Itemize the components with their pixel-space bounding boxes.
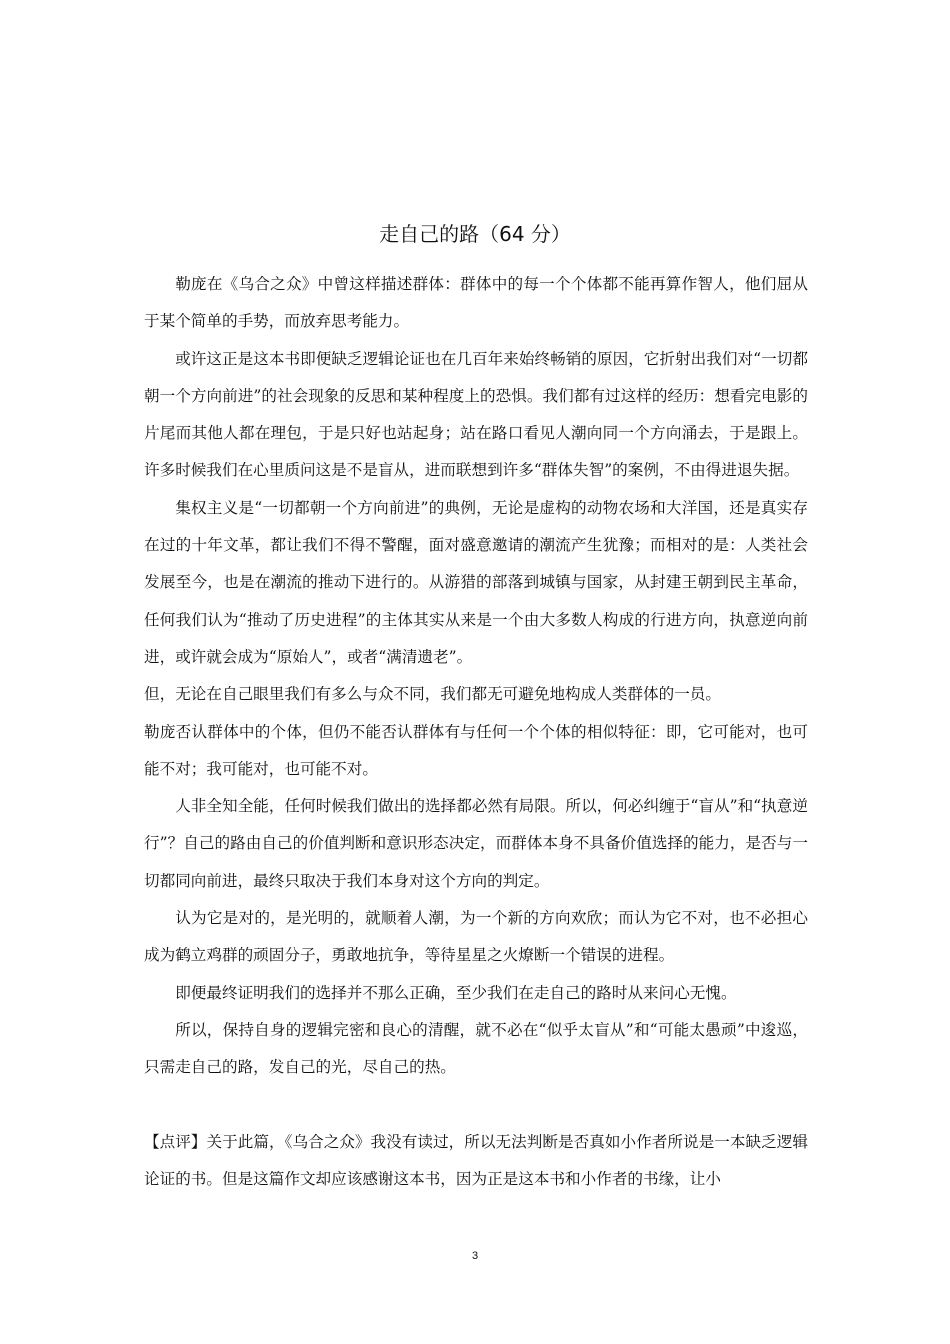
- paragraph-5: 勒庞否认群体中的个体，但仍不能否认群体有与任何一个个体的相似特征：即，它可能对，也可能不对；我可能对，也可能不对。: [144, 722, 808, 778]
- paragraph-2: 或许这正是这本书即便缺乏逻辑论证也在几百年来始终畅销的原因，它折射出我们对“一切都朝一个方向前进”的社会现象的反思和某种程度上的恐惧。我们都有过这样的经历：想看完电影的片尾而其他人都在理包，于是只好也站起身；站在路口看见人潮向同一个方向涌去，于是跟上。许多时候我们在心里质问这是不是盲从，进而联想到许多“群体失智”的案例，不由得进退失据。: [144, 349, 808, 480]
- paragraph-4: 但，无论在自己眼里我们有多么与众不同，我们都无可避免地构成人类群体的一员。: [144, 685, 721, 704]
- paragraph-8: 即便最终证明我们的选择并不那么正确，至少我们在走自己的路时从来问心无愧。: [175, 983, 737, 1002]
- comment-paragraph: [144, 1124, 808, 1199]
- paragraph-3: 集权主义是“一切都朝一个方向前进”的典例，无论是虚构的动物农场和大洋国，还是真实存在过的十年文革，都让我们不得不警醒，面对盛意邀请的潮流产生犹豫；而相对的是：人类社会发展至今，也是在潮流的推动下进行的。从游猎的部落到城镇与国家，从封建王朝到民主革命，任何我们认为“推动了历史进程”的主体其实从来是一个由大多数人构成的行进方向，执意逆向前进，或许就会成为“原始人”，或者“满清遗老”。: [144, 498, 808, 666]
- paragraph-6: 人非全知全能，任何时候我们做出的选择都必然有局限。所以，何必纠缠于“盲从”和“执意逆行”？自己的路由自己的价值判断和意识形态决定，而群体本身不具备价值选择的能力，是否与一切都同向前进，最终只取决于我们本身对这个方向的判定。: [144, 797, 808, 890]
- paragraph-7: 认为它是对的，是光明的，就顺着人潮，为一个新的方向欢欣；而认为它不对，也不必担心成为鹤立鸡群的顽固分子，勇敢地抗争，等待星星之火燎断一个错误的进程。: [144, 909, 808, 965]
- essay-title: 走自己的路（64 分）: [379, 222, 571, 246]
- essay-body: [144, 266, 808, 1198]
- section-gap: [144, 1087, 808, 1124]
- paragraph-9: 所以，保持自身的逻辑完密和良心的清醒，就不必在“似乎太盲从”和“可能太愚顽”中逡巡，只需走自己的路，发自己的光，尽自己的热。: [144, 1020, 808, 1077]
- page-number: 3: [471, 1250, 479, 1262]
- paragraph-1: 勒庞在《乌合之众》中曾这样描述群体：群体中的每一个个体都不能再算作智人，他们屈从于某个简单的手势，而放弃思考能力。: [144, 275, 808, 331]
- comment-text: 关于此篇，《乌合之众》我没有读过，所以无法判断是否真如小作者所说是一本缺乏逻辑论证的书。但是这篇作文却应该感谢这本书，因为正是这本书和小作者的书缘，让小: [144, 1132, 808, 1188]
- comment-label: 【点评】: [144, 1132, 207, 1151]
